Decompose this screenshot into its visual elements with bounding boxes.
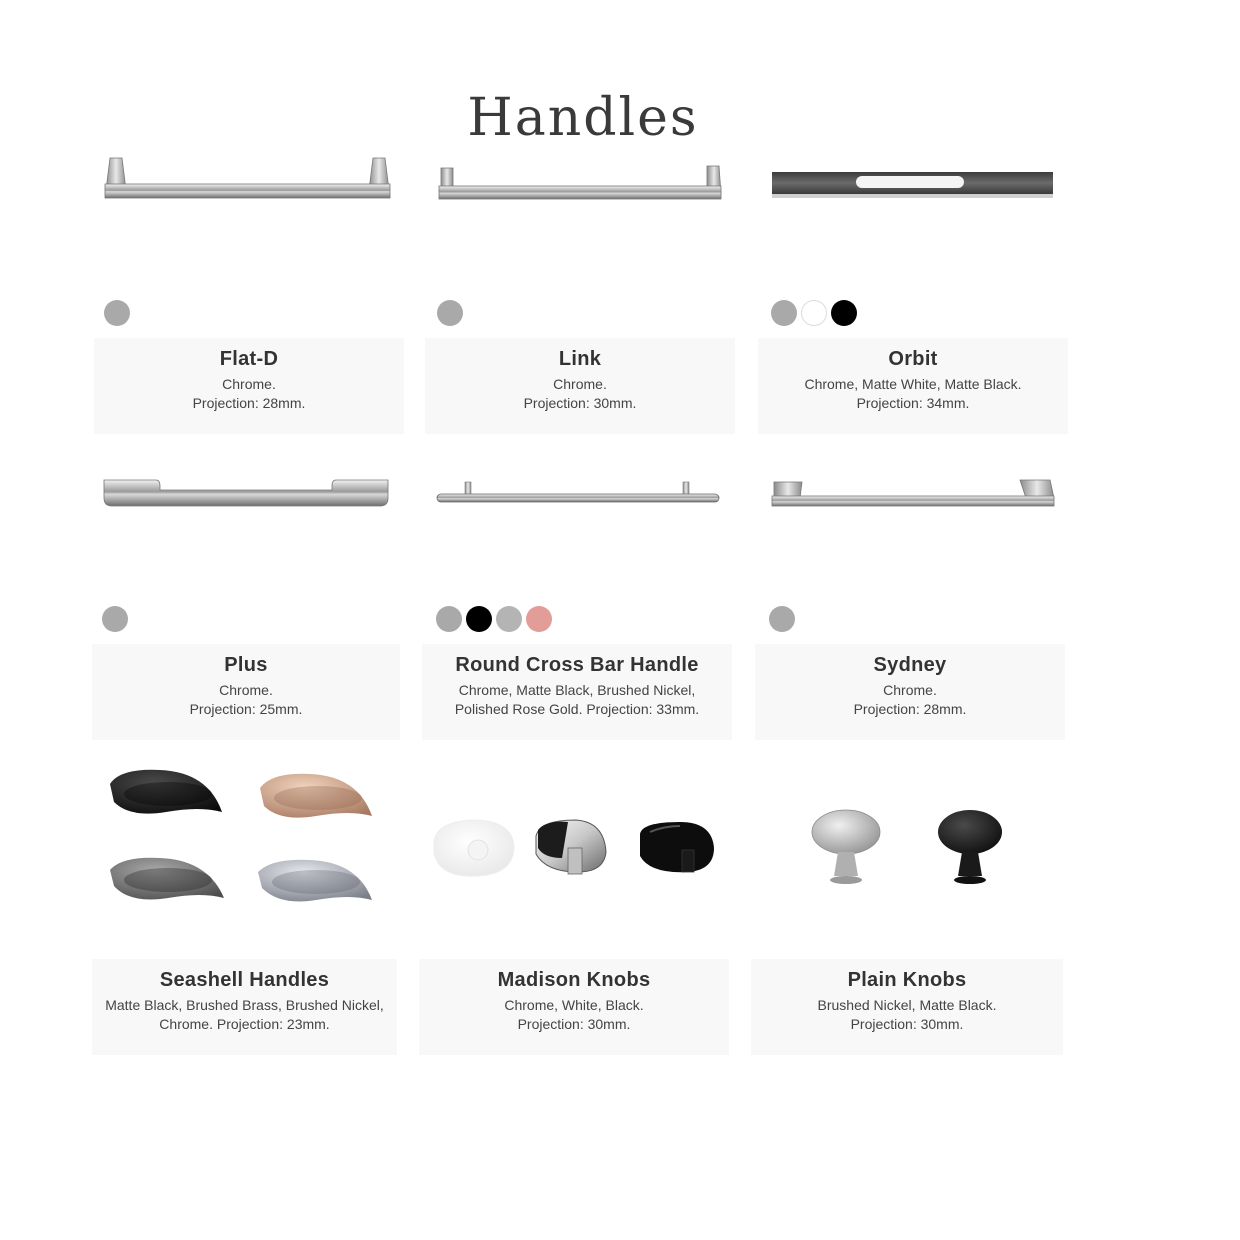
product-projection: Projection: 30mm. — [523, 395, 637, 411]
plain-knobs-image — [808, 806, 1008, 890]
link-handle-image — [435, 160, 725, 208]
madison-knobs-image — [428, 812, 720, 888]
product-projection: Projection: 28mm. — [192, 395, 306, 411]
product-name: Orbit — [888, 348, 938, 370]
product-name: Plus — [224, 654, 268, 676]
flat-d-handle-image — [100, 150, 395, 210]
product-name: Flat-D — [219, 348, 279, 370]
polished-rose-gold-swatch[interactable] — [526, 606, 552, 632]
chrome-swatch[interactable] — [771, 300, 797, 326]
product-finishes: Chrome. — [219, 682, 273, 698]
matte-black-swatch[interactable] — [831, 300, 857, 326]
product-name: Link — [558, 348, 602, 370]
product-card-round-cross-bar[interactable] — [422, 644, 732, 740]
chrome-swatch[interactable] — [436, 606, 462, 632]
product-name: Seashell Handles — [159, 969, 330, 991]
plus-swatches — [102, 606, 128, 632]
product-finishes: Chrome, Matte Black, Brushed Nickel, — [458, 682, 696, 698]
sydney-handle-image — [768, 474, 1058, 512]
product-finishes: Chrome. — [222, 376, 276, 392]
product-card-flat-d[interactable] — [94, 338, 404, 434]
orbit-handle-image — [770, 168, 1055, 204]
product-name: Sydney — [873, 654, 947, 676]
product-card-link[interactable] — [425, 338, 735, 434]
product-finishes: Chrome, White, Black. — [504, 997, 644, 1013]
matte-black-swatch[interactable] — [466, 606, 492, 632]
product-finishes: Chrome, Matte White, Matte Black. — [804, 376, 1022, 392]
brushed-nickel-swatch[interactable] — [496, 606, 522, 632]
product-card-orbit[interactable] — [758, 338, 1068, 434]
link-swatches — [437, 300, 463, 326]
product-finishes: Brushed Nickel, Matte Black. — [817, 997, 997, 1013]
product-finishes: Chrome. — [553, 376, 607, 392]
product-card-plus[interactable] — [92, 644, 400, 740]
product-projection: Polished Rose Gold. Projection: 33mm. — [454, 701, 700, 717]
product-card-sydney[interactable] — [755, 644, 1065, 740]
product-card-plain-knobs[interactable] — [751, 959, 1063, 1055]
chrome-swatch[interactable] — [769, 606, 795, 632]
chrome-swatch[interactable] — [104, 300, 130, 326]
chrome-swatch[interactable] — [437, 300, 463, 326]
round-cross-bar-handle-image — [435, 478, 721, 508]
product-name: Round Cross Bar Handle — [455, 654, 699, 676]
product-projection: Projection: 25mm. — [189, 701, 303, 717]
flat-d-swatches — [104, 300, 130, 326]
matte-white-swatch[interactable] — [801, 300, 827, 326]
product-card-madison-knobs[interactable] — [419, 959, 729, 1055]
product-projection: Projection: 34mm. — [856, 395, 970, 411]
product-finishes: Matte Black, Brushed Brass, Brushed Nickel, — [105, 997, 384, 1013]
page-title: Handles — [467, 88, 699, 148]
product-projection: Projection: 30mm. — [517, 1016, 631, 1032]
product-card-seashell-handles[interactable] — [92, 959, 397, 1055]
product-projection: Chrome. Projection: 23mm. — [159, 1016, 330, 1032]
sydney-swatches — [769, 606, 795, 632]
chrome-swatch[interactable] — [102, 606, 128, 632]
plus-handle-image — [100, 472, 392, 512]
orbit-swatches — [771, 300, 857, 326]
product-name: Plain Knobs — [847, 969, 967, 991]
round-cross-bar-swatches — [436, 606, 552, 632]
product-projection: Projection: 28mm. — [853, 701, 967, 717]
product-finishes: Chrome. — [883, 682, 937, 698]
seashell-handles-image — [100, 762, 390, 932]
product-name: Madison Knobs — [497, 969, 651, 991]
product-projection: Projection: 30mm. — [850, 1016, 964, 1032]
